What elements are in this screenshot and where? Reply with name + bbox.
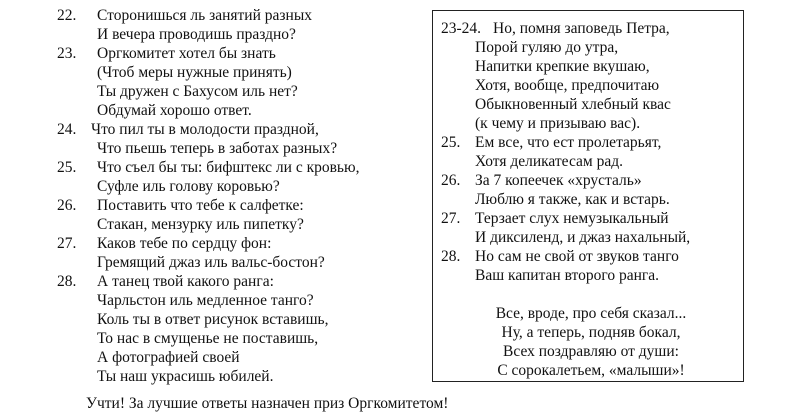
verse-text: Люблю я также, как и встарь. (475, 191, 670, 208)
closing-text: Всех поздравляю от души: (503, 343, 679, 360)
verse-line (57, 310, 417, 329)
verse-line (441, 152, 741, 171)
stanza-number: 23-24. (441, 20, 482, 37)
verse-text: А фотографией своей (97, 349, 240, 366)
stanza-number: 26. (441, 172, 461, 189)
verse-line (57, 367, 417, 386)
verse-text: Хотя, вообще, предпочитаю (475, 77, 660, 94)
stanza-number: 28. (57, 273, 77, 290)
closing-text: С сорокалетьем, «малыши»! (497, 362, 685, 379)
answers-box (432, 10, 744, 382)
verse-text: Напитки крепкие вкушаю, (475, 58, 650, 75)
verse-text: Что пил ты в молодости праздной, (91, 121, 319, 138)
verse-text: Что пьешь теперь в заботах разных? (97, 140, 338, 157)
stanza-number: 25. (441, 134, 461, 151)
verse-text: Что съел бы ты: бифштекс ли с кровью, (97, 159, 360, 176)
questions-column (57, 6, 417, 386)
verse-line (441, 266, 741, 285)
verse-line (441, 190, 741, 209)
verse-text: Ты дружен с Бахусом иль нет? (97, 83, 298, 100)
verse-text: Ты наш украсишь юбилей. (97, 368, 274, 385)
closing-line (441, 342, 741, 361)
verse-line (57, 25, 417, 44)
closing-text: Ну, а теперь, подняв бокал, (501, 324, 681, 341)
verse-text: То нас в смущенье не поставишь, (97, 330, 319, 347)
verse-line (57, 291, 417, 310)
verse-text: Поставить что тебе к салфетке: (97, 197, 304, 214)
verse-line (57, 272, 417, 291)
verse-text: Стакан, мензурку иль пипетку? (97, 216, 304, 233)
verse-line (441, 114, 741, 133)
verse-line (441, 76, 741, 95)
verse-text: Чарльстон иль медленное танго? (97, 292, 314, 309)
verse-line (57, 101, 417, 120)
verse-text: Терзает слух немузыкальный (475, 210, 669, 227)
verse-line (57, 196, 417, 215)
verse-line (57, 177, 417, 196)
stanza-number: 27. (57, 235, 77, 252)
verse-line (57, 158, 417, 177)
verse-text: Ваш капитан второго ранга. (475, 267, 659, 284)
prize-note: Учти! За лучшие ответы назначен приз Оргкомитетом! (86, 395, 449, 412)
verse-text: Оргкомитет хотел бы знать (97, 45, 276, 62)
verse-text: Каков тебе по сердцу фон: (97, 235, 272, 252)
answers-column (441, 19, 741, 380)
verse-text: (к чему и призываю вас). (475, 115, 641, 132)
closing-line (441, 323, 741, 342)
stanza-number: 24. (57, 121, 77, 138)
verse-line (57, 329, 417, 348)
verse-line (57, 63, 417, 82)
verse-text: Но сам не свой от звуков танго (475, 248, 679, 265)
verse-line (57, 6, 417, 25)
closing-line (441, 304, 741, 323)
verse-line (441, 95, 741, 114)
verse-text: Обыкновенный хлебный квас (475, 96, 671, 113)
closing-line (441, 361, 741, 380)
verse-text: Суфле иль голову коровью? (97, 178, 280, 195)
verse-line (441, 57, 741, 76)
stanza-number: 22. (57, 7, 77, 24)
verse-line (441, 209, 741, 228)
stanza-gap (441, 285, 741, 304)
verse-line (57, 44, 417, 63)
verse-line (441, 38, 741, 57)
verse-line (441, 247, 741, 266)
verse-line (441, 171, 741, 190)
stanza-number: 25. (57, 159, 77, 176)
verse-line (57, 348, 417, 367)
verse-text: И вечера проводишь праздно? (97, 26, 296, 43)
verse-text: Хотя деликатесам рад. (475, 153, 623, 170)
verse-text: (Чтоб меры нужные принять) (97, 64, 292, 81)
verse-text: Ем все, что ест пролетарьят, (475, 134, 662, 151)
closing-text: Все, вроде, про себя сказал... (495, 305, 687, 322)
stanza-number: 27. (441, 210, 461, 227)
verse-text: И диксиленд, и джаз нахальный, (475, 229, 691, 246)
verse-line (441, 133, 741, 152)
verse-line (441, 19, 741, 38)
verse-text: Сторонишься ль занятий разных (97, 7, 312, 24)
verse-line (57, 234, 417, 253)
verse-text: Обдумай хорошо ответ. (97, 102, 252, 119)
stanza-number: 28. (441, 248, 461, 265)
stanza-number: 23. (57, 45, 77, 62)
verse-text: А танец твой какого ранга: (97, 273, 274, 290)
verse-text: Порой гуляю до утра, (475, 39, 619, 56)
verse-line (57, 139, 417, 158)
verse-text: Коль ты в ответ рисунок вставишь, (97, 311, 329, 328)
verse-line (57, 215, 417, 234)
verse-line (57, 253, 417, 272)
verse-line (441, 228, 741, 247)
verse-text: За 7 копеечек «хрусталь» (475, 172, 642, 189)
stanza-number: 26. (57, 197, 77, 214)
verse-text: Гремящий джаз иль вальс-бостон? (97, 254, 325, 271)
verse-text: Но, помня заповедь Петра, (493, 20, 670, 37)
verse-line (57, 82, 417, 101)
verse-line (57, 120, 417, 139)
